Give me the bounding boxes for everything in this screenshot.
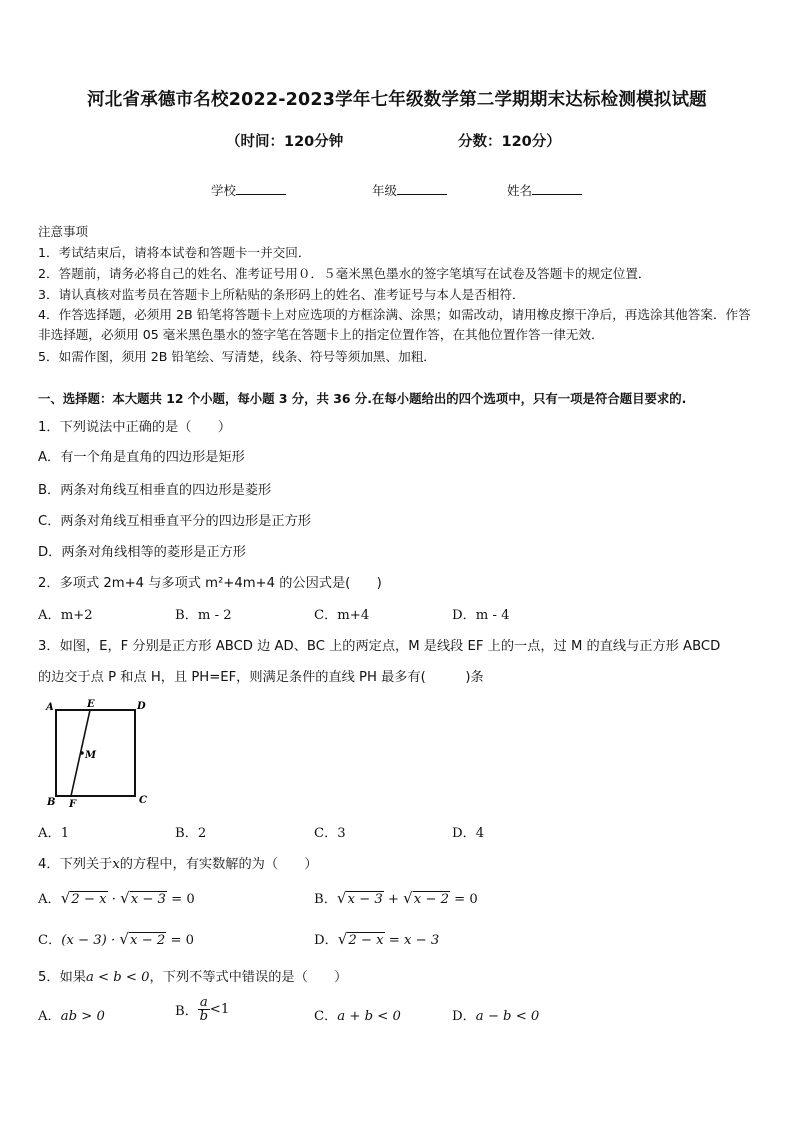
q5-option-b: B． $\frac{a}{b}$ <1 — [175, 995, 230, 1024]
grade-blank — [397, 182, 447, 195]
q3-option-b: B．2 — [175, 826, 207, 841]
section-heading: 一、选择题：本大题共 12 个小题，每小题 3 分，共 36 分.在每小题给出的四个选项中，只有一项是符合题目要求的. — [38, 391, 687, 406]
q1-option-a: A．有一个角是直角的四边形是矩形 — [38, 450, 245, 465]
q5-option-c: C．a + b < 0 — [314, 1009, 401, 1024]
square-figure — [38, 696, 158, 812]
grade-field — [372, 181, 447, 199]
time-label: （时间：120分钟 — [226, 134, 344, 150]
school-blank — [236, 182, 286, 195]
q1-option-c: C．两条对角线互相垂直平分的四边形是正方形 — [38, 514, 311, 529]
name-blank — [532, 182, 582, 195]
label-d: D — [137, 701, 146, 712]
q4-option-b: B．√x − 3 + √x − 2 = 0 — [314, 889, 478, 907]
name-field — [507, 181, 582, 199]
q5-stem: 5．如果a < b < 0，下列不等式中错误的是（ ） — [38, 970, 348, 985]
label-m: M — [85, 750, 97, 761]
q2-option-d: D．m - 4 — [452, 608, 510, 623]
q1-stem: 1．下列说法中正确的是（ ） — [38, 420, 232, 435]
label-f: F — [69, 799, 77, 810]
q3-stem-line1: 3．如图，E，F 分别是正方形 ABCD 边 AD、BC 上的两定点，M 是线段 EF 上的一点，过 M 的直线与正方形 ABCD — [38, 639, 721, 654]
notice-item: 3．请认真核对监考员在答题卡上所粘贴的条形码上的姓名、准考证号与本人是否相符． — [38, 287, 525, 302]
q3-option-d: D．4 — [452, 826, 485, 841]
q2-option-b: B．m - 2 — [175, 608, 232, 623]
label-c: C — [139, 795, 147, 806]
q5-option-a: A．ab > 0 — [38, 1009, 105, 1024]
score-label: 分数：120分） — [458, 134, 561, 150]
school-label: 学校 — [211, 183, 237, 198]
q2-option-c: C．m+4 — [314, 608, 370, 623]
q4-option-d: D．√2 − x = x − 3 — [314, 930, 440, 948]
q1-option-d: D．两条对角线相等的菱形是正方形 — [38, 545, 246, 560]
point-m — [80, 751, 84, 755]
label-b: B — [47, 797, 56, 808]
q2-option-a: A．m+2 — [38, 608, 93, 623]
notice-heading: 注意事项 — [38, 224, 89, 239]
q3-option-c: C．3 — [314, 826, 346, 841]
q1-option-b: B．两条对角线互相垂直的四边形是菱形 — [38, 483, 272, 498]
q5-option-d: D．a − b < 0 — [452, 1009, 540, 1024]
label-a: A — [46, 702, 54, 713]
grade-label: 年级 — [372, 183, 398, 198]
q2-stem: 2．多项式 2m+4 与多项式 m²+4m+4 的公因式是( ) — [38, 576, 382, 591]
name-label: 姓名 — [507, 183, 533, 198]
q4-option-c: C．(x − 3) · √x − 2 = 0 — [38, 930, 195, 948]
notice-item: 4．作答选择题，必须用 2B 铅笔将答题卡上对应选项的方框涂满、涂黑；如需改动，请用橡皮擦干净后，再选涂其他答案．作答非选择题，必须用 05 毫米黑色墨水的签字笔在答题卡上的指定位置作答，在其他位置作答一律无效． — [38, 307, 751, 342]
q4-option-a: A．√2 − x · √x − 3 = 0 — [38, 889, 195, 907]
notice-item: 5．如需作图，须用 2B 铅笔绘、写清楚，线条、符号等须加黑、加粗． — [38, 349, 436, 364]
school-field — [211, 181, 286, 199]
page-title: 河北省承德市名校2022-2023学年七年级数学第二学期期末达标检测模拟试题 — [87, 90, 707, 110]
fraction-a-over-b: $\frac{a}{b}$ — [199, 995, 209, 1024]
q3-option-a: A．1 — [38, 826, 70, 841]
q4-stem: 4．下列关于x的方程中，有实数解的为（ ） — [38, 857, 318, 872]
notice-item: 2．答题前，请务必将自己的姓名、准考证号用０．５毫米黑色墨水的签字笔填写在试卷及答题卡的规定位置． — [38, 266, 651, 281]
notice-item: 1．考试结束后，请将本试卷和答题卡一并交回． — [38, 245, 311, 260]
label-e: E — [87, 699, 95, 710]
q3-stem-line2: 的边交于点 P 和点 H，且 PH=EF，则满足条件的直线 PH 最多有( )条 — [38, 670, 484, 685]
